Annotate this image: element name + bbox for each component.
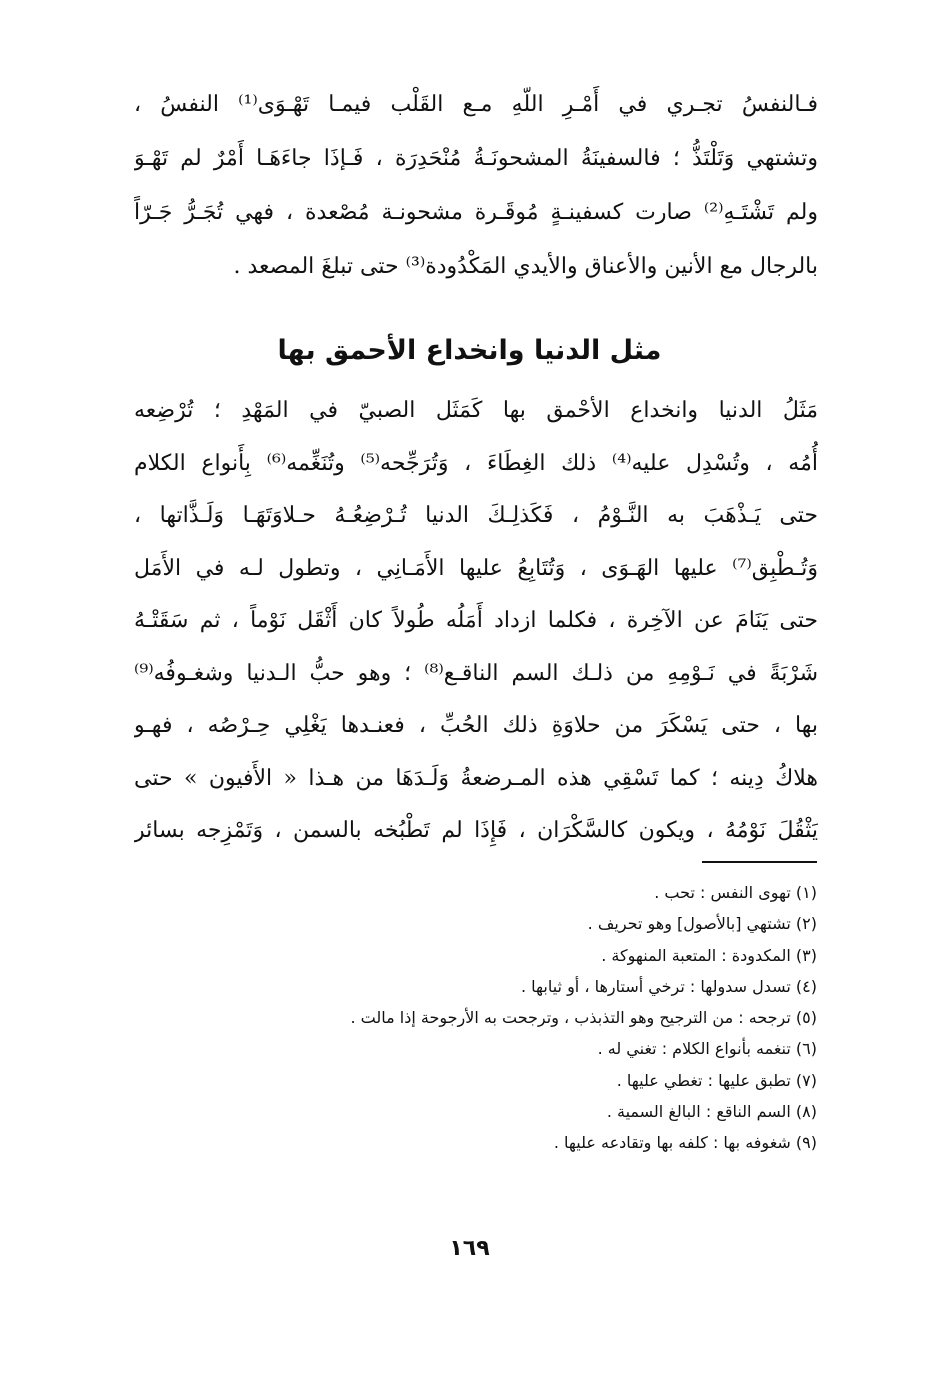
footnote-1: (١) تهوى النفس : تحب .	[654, 883, 817, 902]
footnote-8: (٨) السم الناقع : البالغ السمية .	[606, 1102, 817, 1122]
footnote-2: (٢) تشتهي [بالأصول] وهو تحريف .	[587, 914, 817, 934]
footnote-5: (٥) ترجحه : من الترجيح وهو التذبذب ، وترجحت به الأرجوحة إذا مالت .	[350, 1008, 817, 1028]
section-heading: مثل الدنيا وانخداع الأحمق بها	[277, 335, 662, 366]
paragraph-2-line-9: يَثْقُلَ نَوْمُهُ ، ويكون كالسَّكْرَان ، فَإِذَا لم تَطْبُخه بالسمن ، وَتَمْزِجه بسائر	[134, 818, 818, 843]
paragraph-1-line-1: فـالنفسُ تجـري في أَمْـرِ اللّهِ مـع القَلْب فيمـا تَهْـوَى⁽¹⁾ النفسُ ،	[134, 92, 818, 117]
paragraph-1	[134, 78, 818, 294]
paragraph-2-line-1: مَثَلُ الدنيا وانخداع الأحْمق بها كَمَثَل الصبيّ في المَهْدِ ؛ تُرْضِعه	[134, 398, 818, 423]
footnotes-list	[177, 877, 817, 1159]
page-number: ١٦٩	[449, 1236, 490, 1261]
paragraph-2-line-6: شَرْبَةً في نَـوْمِهِ من ذلـك السم الناقـع⁽⁸⁾ ؛ وهو حبُّ الـدنيا وشغـوفُه⁽⁹⁾	[134, 660, 818, 686]
footnote-7: (٧) تطبق عليها : تغطي عليها .	[616, 1070, 817, 1090]
paragraph-2-line-4: وَتُـطْبِق⁽⁷⁾ عليها الهَـوَى ، وَتُتَابِعُ عليها الأَمَـانِي ، وتطول لـه في الأَمَل	[134, 555, 818, 581]
footnote-9: (٩) شغوفه بها : كلفه بها وتقادعه عليها .	[553, 1133, 817, 1153]
footnote-separator	[702, 861, 817, 863]
paragraph-2-line-7: بها ، حتى يَسْكَرَ من حلاوَةِ ذلك الحُبِّ ، فعنـدها يَغْلِي حِـرْصُه ، فهـو	[134, 713, 818, 738]
paragraph-1-line-2: وتشتهي وَتَلْتَذُّ ؛ فالسفينَةُ المشحونَـةُ مُنْحَدِرَة ، فَـإذَا جاءَهَـا أَمْرٌ لم تَهْـوَ	[134, 146, 818, 171]
paragraph-1-line-3: ولم تَشْتَـهِ⁽²⁾ صارت كسفينـةٍ مُوقَـرة مشحونـة مُصْعدة ، فهي تُجَـرُّ جَـرّاً	[134, 200, 818, 225]
footnote-6: (٦) تنغمه بأنواع الكلام : تغني له .	[597, 1039, 817, 1059]
footnote-4: (٤) تسدل سدولها : ترخي أستارها ، أو ثيابها .	[520, 976, 817, 996]
paragraph-1-line-4: بالرجال مع الأنين والأعناق والأيدي المَكْدُودة⁽³⁾ حتى تبلغَ المصعد .	[233, 254, 818, 279]
paragraph-2-line-5: حتى يَنَامَ عن الآخِرة ، فكلما ازداد أَمَلُه طُولاً كان أَثْقَل نَوْماً ، ثم سَقَتْـهُ	[134, 608, 818, 633]
footnote-3: (٣) المكدودة : المتعبة المنهوكة .	[601, 945, 817, 965]
paragraph-2	[134, 385, 818, 858]
paragraph-2-line-3: حتى يَـذْهَبَ به النَّـوْمُ ، فَكَذلِـكَ الدنيا تُـرْضِعُـهُ حـلاوَتَهَـا وَلَـذَّاتها ،	[134, 503, 818, 528]
paragraph-2-line-2: أُمُه ، وتُسْدِل عليه⁽⁴⁾ ذلك الغِطَاءَ ، وَتُرَجِّحه⁽⁵⁾ وتُنَغِّمه⁽⁶⁾ بِأَنواع الكلام	[134, 450, 818, 476]
paragraph-2-line-8: هلاكُ دِينه ؛ كما تَسْقِي هذه المـرضعةُ وَلَـدَهَا من هـذا « الأَفيون » حتى	[134, 765, 818, 791]
